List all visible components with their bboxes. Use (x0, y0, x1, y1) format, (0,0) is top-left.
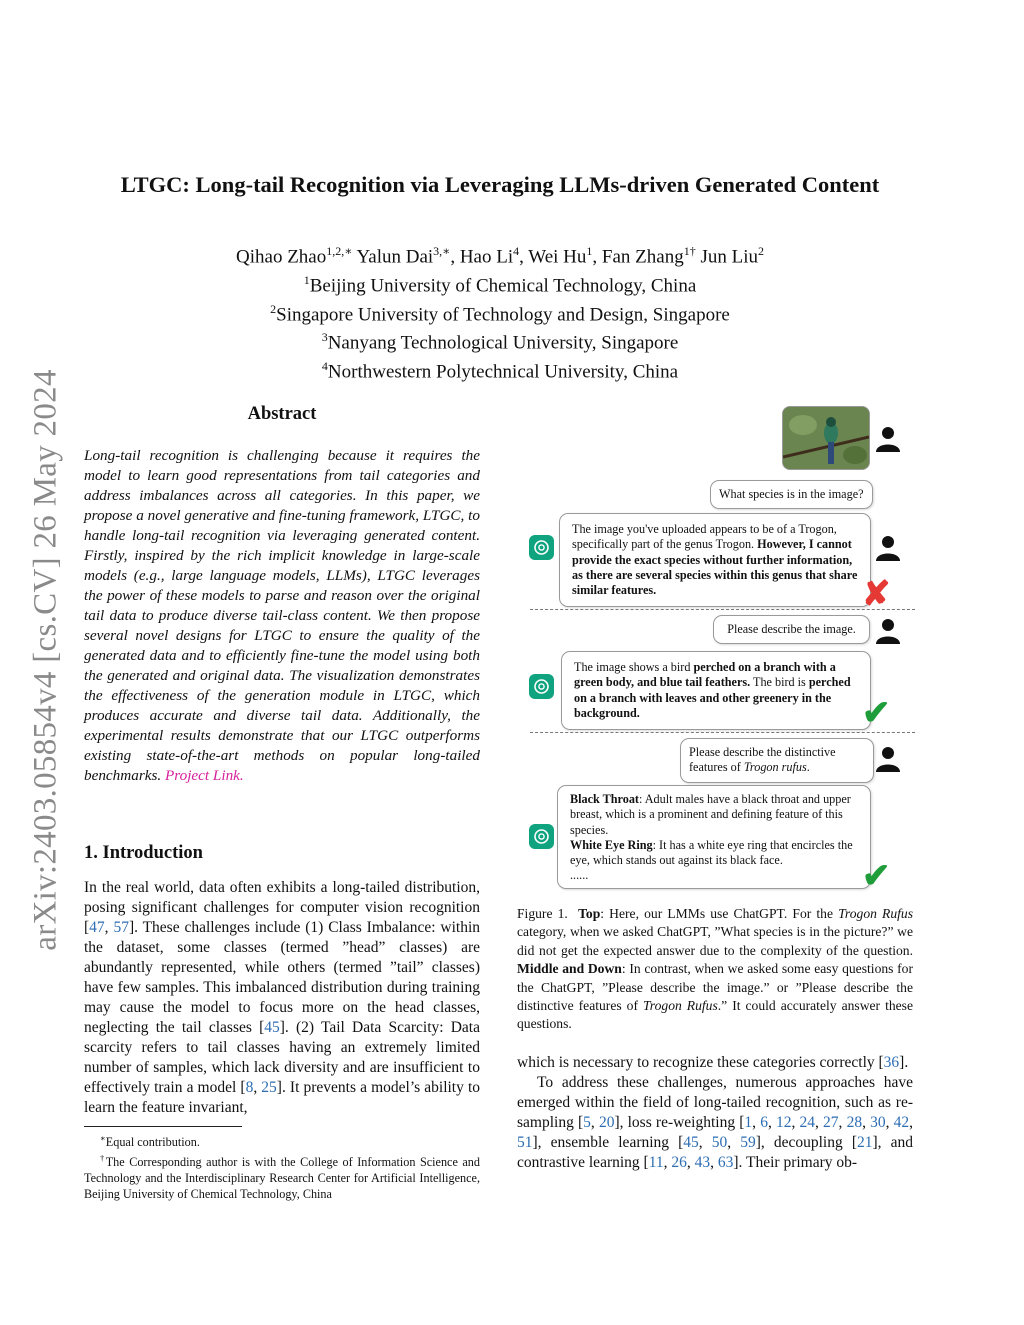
author-sup: 1 (586, 244, 593, 258)
affiliation: $^4$Northwestern Polytechnical University, China (321, 359, 679, 383)
author-sup: 1,2,∗ (326, 244, 353, 258)
chatgpt-icon (529, 535, 554, 560)
paragraph: To address these challenges, numerous approaches have emerged within the field of long-tailed recognition, such as re-sampling [5, 20], loss re-weighting [1, 6, 12, 24, 27, 28, 30, 42, 51], ensemble learning [45, 50, 59], decoupling [21], and contrastive learning [11, 26, 43, 63]. Their primary ob- (517, 1074, 914, 1171)
abstract-heading: Abstract (247, 404, 317, 424)
chatgpt-icon (529, 674, 554, 699)
citation-link[interactable]: 30 (870, 1114, 886, 1131)
right-mark: ✔ (862, 858, 891, 895)
author-list: Qihao Zhao$^{1,2,∗}$ Yalun Dai$^{3,∗}$, Hao Li$^4$, Wei Hu$^1$, Fan Zhang$^{1\dagger}$ Jun Liu$^2$ (236, 244, 764, 268)
citation-link[interactable]: 25 (261, 1079, 277, 1096)
citation-link[interactable]: 57 (113, 919, 129, 936)
citation-link[interactable]: 12 (775, 1114, 792, 1131)
bird-image-icon (783, 407, 869, 469)
citation-link[interactable]: 59 (740, 1134, 756, 1151)
project-link[interactable]: Project Link. (164, 767, 244, 784)
citation-link[interactable]: 1 (744, 1114, 753, 1131)
paragraph: which is necessary to recognize these categories correctly [36]. (517, 1054, 909, 1071)
citation-link[interactable]: 20 (598, 1114, 615, 1131)
citation-link[interactable]: 8 (245, 1079, 254, 1096)
author-name: Hao Li (459, 246, 514, 268)
footnote-rule (84, 1126, 242, 1127)
citation-link[interactable]: 21 (857, 1134, 873, 1151)
affiliation: $^1$Beijing University of Chemical Technology, China (303, 272, 697, 297)
wrong-answer-icon (862, 578, 891, 612)
citation-link[interactable]: 5 (583, 1114, 591, 1131)
author-sup: 1† (683, 244, 696, 258)
user-icon (874, 534, 902, 562)
affiliation: $^3$Nanyang Technological University, Singapore (321, 330, 679, 354)
citation-link[interactable]: 24 (799, 1114, 816, 1131)
citation-link[interactable]: 6 (760, 1114, 768, 1131)
citation-link[interactable]: 45 (264, 1019, 280, 1036)
author-sup: 4 (513, 244, 520, 258)
chatgpt-answer-bubble: Black Throat: Adult males have a black throat and upper breast, which is a prominent and defining feature of this species. White Eye Ring: It has a white eye ring that encircles the eye, which stands out against its black face. ...... (557, 785, 871, 889)
abstract-text: Long-tail recognition is challenging because it requires the model to learn good representations from tail categories and address imbalances across all categories. In this paper, we propose a novel generative and fine-tuning framework, LTGC, to handle long-tail recognition via leveraging generated content. Firstly, inspired by the rich implicit knowledge in large-scale models (e.g., large language models, LLMs), LTGC leverages the power of these models to parse and reason over the original tail data to produce diverse tail-class content. We then propose several novel designs for LTGC to ensure the quality of the generated data and to efficiently fine-tune the model using both the generated and original data. The visualization demonstrates the effectiveness of the generation module in LTGC, which produces accurate and diverse tail data. Additionally, the experimental results demonstrate that our LTGC outperforms existing state-of-the-art methods on popular long-tailed benchmarks. (84, 447, 480, 784)
author-sup: 3,∗ (433, 244, 451, 258)
correct-answer-icon (862, 860, 891, 894)
arxiv-id-text: arXiv:2403.05854v4 [cs.CV] 26 May 2024 (27, 369, 64, 951)
citation-link[interactable]: 36 (883, 1054, 900, 1071)
user-icon (874, 425, 902, 453)
chatgpt-answer-bubble: The image shows a bird perched on a branch with a green body, and blue tail feathers. The bird is perched on a branch with leaves and other greenery in the background. (561, 651, 871, 730)
citation-link[interactable]: 42 (893, 1114, 910, 1131)
chatgpt-answer-bubble: The image you've uploaded appears to be of a Trogon, specifically part of the genus Trogon. However, I cannot provide the exact species without further information, as there are several species within this genus that share similar features. (559, 513, 871, 607)
trogon-photo (782, 406, 870, 470)
paper-title: LTGC: Long-tail Recognition via Leveraging LLMs-driven Generated Content (120, 172, 880, 197)
dashed-separator (530, 609, 915, 610)
chatgpt-icon (529, 824, 554, 849)
citation-link[interactable]: 50 (711, 1134, 728, 1151)
user-question-bubble: Please describe the image. (713, 615, 870, 644)
author-name: Wei Hu (528, 246, 587, 268)
citation-link[interactable]: 45 (683, 1134, 699, 1151)
footnote-corresponding: †The Corresponding author is with the College of Information Science and Technology and the Interdisciplinary Research Center for Artificial Intelligence, Beijing University of Chemical Technology, China (84, 1153, 480, 1202)
citation-link[interactable]: 43 (694, 1154, 711, 1171)
wrong-mark: ✘ (862, 576, 891, 613)
correct-answer-icon (862, 697, 891, 731)
right-column-text (517, 1053, 913, 1173)
abstract-body (84, 446, 480, 786)
citation-link[interactable]: 51 (517, 1134, 533, 1151)
figure-caption: Figure 1. Top: Here, our LMMs use ChatGPT. For the Trogon Rufus category, when we asked ChatGPT, ”What species is in the picture?” we did not get the expected answer due to the complexity of the question. Middle and Down: In contrast, when we asked some easy questions for the ChatGPT, ”Please describe the image.” or ”Please describe the distinctive features of Trogon Rufus.” It could accurately answer these questions. (517, 906, 914, 1032)
user-question-bubble: What species is in the image? (710, 480, 873, 509)
author-name: Qihao Zhao (236, 246, 327, 268)
section-heading-introduction: 1. Introduction (84, 843, 203, 863)
intro-paragraph: In the real world, data often exhibits a long-tailed distribution, posing significant challenges for computer vision recognition [47, 57]. These challenges include (1) Class Imbalance: within the dataset, some classes (termed ”head” classes) are abundantly represented, while others (termed ”tail” classes) have few samples. This imbalanced distribution during training may cause the model to focus more on the head classes, neglecting the tail classes [45]. (2) Tail Data Scarcity: Data scarcity refers to tail classes having an extremely limited number of samples, which lack diversity and are insufficient to effectively train a model [8, 25]. It prevents a model’s ability to learn the feature invariant, (84, 879, 481, 1116)
author-block (0, 240, 1000, 384)
footnote-equal: ∗Equal contribution. (100, 1133, 200, 1150)
citation-link[interactable]: 26 (671, 1154, 687, 1171)
right-mark: ✔ (862, 695, 891, 732)
author-name: Jun Liu (700, 246, 758, 268)
citation-link[interactable]: 28 (846, 1114, 863, 1131)
citation-link[interactable]: 47 (89, 919, 105, 936)
dashed-separator (530, 732, 915, 733)
user-question-bubble: Please describe the distinctive features of Trogon rufus. (680, 738, 874, 783)
citation-link[interactable]: 63 (717, 1154, 734, 1171)
author-sup: 2 (757, 244, 764, 258)
footnotes (84, 1130, 480, 1202)
user-icon (874, 745, 902, 773)
user-icon (874, 617, 902, 645)
author-name: Fan Zhang (601, 246, 684, 268)
citation-link[interactable]: 11 (648, 1154, 664, 1171)
arxiv-identifier (20, 340, 72, 980)
citation-link[interactable]: 27 (823, 1114, 839, 1131)
affiliation: $^2$Singapore University of Technology and Design, Singapore (270, 301, 730, 325)
author-name: Yalun Dai (356, 246, 434, 268)
